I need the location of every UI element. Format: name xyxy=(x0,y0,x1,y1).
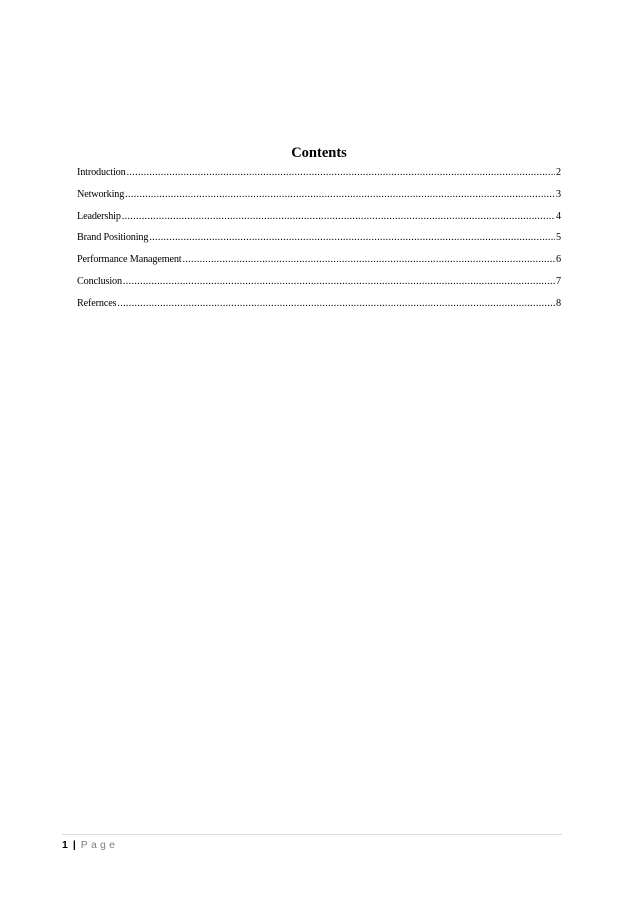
toc-entry-page: 7 xyxy=(556,275,561,287)
footer-divider xyxy=(62,834,562,835)
toc-entry-performance-management[interactable] xyxy=(77,253,561,275)
toc-entry-page: 2 xyxy=(556,167,561,178)
toc-entry-label: Brand Positioning xyxy=(77,232,149,244)
toc-entry-page: 4 xyxy=(556,210,561,222)
toc-entry-introduction[interactable] xyxy=(77,166,561,188)
toc-dot-leader xyxy=(149,231,555,245)
footer-separator: | xyxy=(72,839,76,851)
toc-dot-leader xyxy=(125,188,555,202)
toc-entry-brand-positioning[interactable] xyxy=(77,231,561,253)
toc-title: Contents xyxy=(291,145,347,161)
table-of-contents xyxy=(77,166,561,319)
toc-entry-references[interactable] xyxy=(77,297,561,319)
toc-dot-leader xyxy=(123,275,555,289)
toc-entry-networking[interactable] xyxy=(77,188,561,210)
toc-entry-page: 6 xyxy=(556,254,561,266)
footer-page-number: 1 xyxy=(62,839,68,851)
toc-entry-page: 8 xyxy=(556,297,561,309)
page-footer xyxy=(62,838,118,852)
toc-entry-conclusion[interactable] xyxy=(77,275,561,297)
toc-entry-label: Leadership xyxy=(77,210,121,222)
toc-entry-label: Introduction xyxy=(77,167,126,178)
toc-entry-label: Refernces xyxy=(77,297,117,309)
footer-page-word: Page xyxy=(80,839,119,851)
toc-entry-label: Networking xyxy=(77,188,125,200)
toc-dot-leader xyxy=(122,210,555,224)
toc-entry-label: Performance Management xyxy=(77,254,182,266)
toc-entry-leadership[interactable] xyxy=(77,210,561,232)
toc-dot-leader xyxy=(117,297,555,311)
toc-entry-page: 3 xyxy=(556,188,561,200)
toc-dot-leader xyxy=(127,166,555,180)
toc-entry-label: Conclusion xyxy=(77,275,122,287)
toc-dot-leader xyxy=(182,253,555,267)
toc-entry-page: 5 xyxy=(556,232,561,244)
